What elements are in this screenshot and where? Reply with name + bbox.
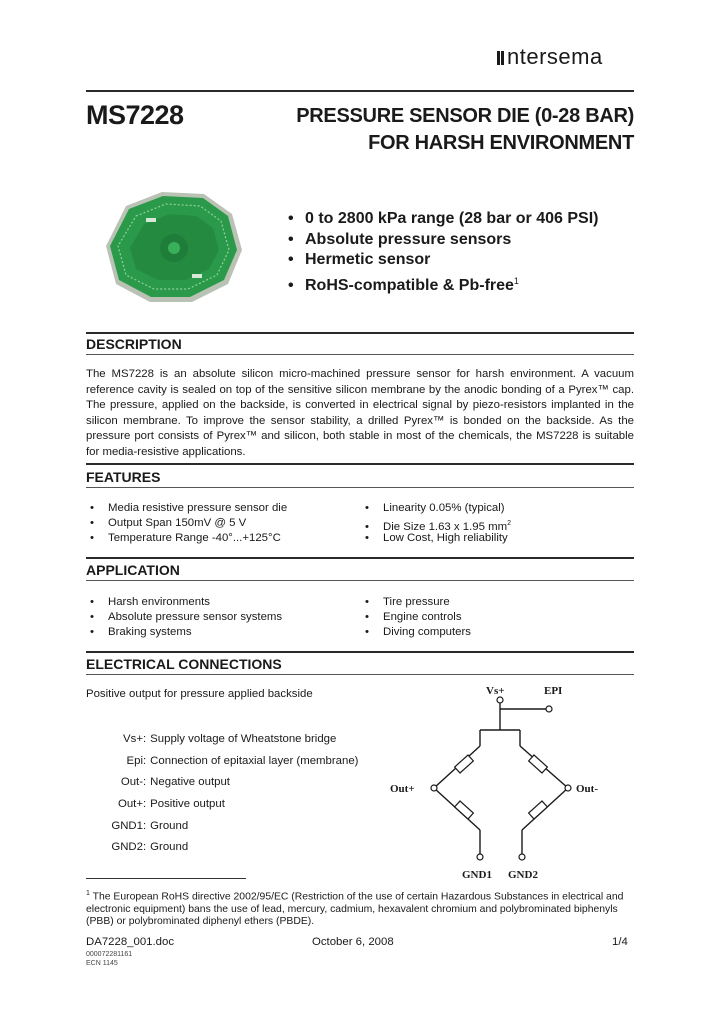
section-rule — [86, 463, 634, 465]
application-heading: APPLICATION — [86, 562, 180, 578]
label-gnd1: GND1 — [462, 869, 492, 880]
list-item: • Diving computers — [365, 626, 471, 638]
footer-date: October 6, 2008 — [312, 936, 394, 948]
logo-text: ntersema — [507, 44, 603, 69]
application-right-list — [361, 595, 471, 640]
resistor-symbol — [455, 755, 474, 773]
list-item: • Absolute pressure sensor systems — [90, 611, 283, 623]
section-rule — [86, 487, 634, 488]
footnote-rule — [86, 878, 246, 879]
terminal-gnd2 — [519, 854, 525, 860]
section-rule — [86, 354, 634, 355]
intersema-logo — [497, 44, 603, 70]
footer-code: 000072281161 — [86, 951, 133, 958]
title-line-2: FOR HARSH ENVIRONMENT — [368, 132, 634, 154]
electrical-heading: ELECTRICAL CONNECTIONS — [86, 656, 282, 672]
table-row: Out+ : Positive output — [117, 797, 225, 810]
label-gnd2: GND2 — [508, 869, 538, 880]
label-epi: EPI — [544, 685, 563, 697]
terminal-out-minus — [565, 785, 571, 791]
list-item: • Absolute pressure sensors — [288, 230, 512, 248]
section-rule — [86, 651, 634, 653]
table-row: GND1 : Ground — [111, 819, 189, 832]
terminal-out-plus — [431, 785, 437, 791]
table-row: Out- : Negative output — [120, 776, 230, 789]
label-vs: Vs+ — [486, 685, 505, 697]
section-rule — [86, 674, 634, 675]
logo-mark-icon — [497, 45, 506, 59]
footnote-ref: 1 — [513, 275, 519, 286]
list-item: • Low Cost, High reliability — [365, 532, 508, 544]
list-item: • Output Span 150mV @ 5 V — [90, 517, 247, 529]
table-row: GND2 : Ground — [111, 841, 189, 854]
label-out-minus: Out- — [576, 783, 598, 795]
footer-doc: DA7228_001.doc — [86, 936, 175, 948]
section-rule — [86, 557, 634, 559]
list-item: • Tire pressure — [365, 596, 450, 608]
list-item: • Temperature Range -40°...+125°C — [90, 532, 281, 544]
list-item: • Hermetic sensor — [288, 251, 431, 268]
features-heading: FEATURES — [86, 469, 161, 485]
terminal-gnd1 — [477, 854, 483, 860]
table-row: Epi : Connection of epitaxial layer (membrane) — [126, 754, 359, 767]
terminal-vs — [497, 697, 503, 703]
list-item: • Die Size 1.63 x 1.95 $mm^2$ — [365, 520, 511, 533]
features-right-list — [361, 501, 511, 546]
sensor-die-image — [104, 188, 244, 308]
pin-table — [100, 728, 358, 858]
highlights-list — [288, 209, 599, 294]
description-heading: DESCRIPTION — [86, 336, 182, 352]
electrical-caption: Positive output for pressure applied backside — [86, 688, 313, 700]
list-item: • Linearity 0.05% (typical) — [365, 502, 505, 514]
section-rule — [86, 332, 634, 334]
list-item: • Harsh environments — [90, 596, 210, 608]
header-rule — [86, 90, 634, 92]
list-item: • 0 to 2800 kPa range (28 bar or 406 PSI) — [288, 210, 599, 227]
footer-page: 1/4 — [612, 936, 628, 948]
application-left-list — [86, 595, 282, 640]
footnote: $^1$ The European RoHS directive 2002/95/EC (Restriction of the use of certain Hazardous Substances in electrical and electronic equipment) bans the use of lead, mercury, cadmium, hexavalent chromium and polybrominated biphenyls (PBB) or polybrominated diphenyl ethers (PBDE). — [86, 890, 624, 928]
features-left-list — [86, 501, 287, 546]
label-out-plus: Out+ — [390, 783, 415, 795]
list-item: • RoHS-compatible & Pb-free$^1$ — [288, 275, 519, 294]
document-title — [296, 103, 634, 157]
section-rule — [86, 580, 634, 581]
description-text: The MS7228 is an absolute silicon micro-machined pressure sensor for harsh environment. A vacuum reference cavity is sealed on top of the sensitive silicon membrane by the anodic bonding of a Pyrex™ cap. The pressure, applied on the backside, is converted in electrical signal by piezo-resistors implanted in the silicon membrane. To improve the sensor stability, a drilled Pyrex™ is bonded on the backside. As the pressure port consists of Pyrex™ and silicon, both stable in most of the chemicals, the MS7228 is suitable for media-resistive applications. — [86, 368, 634, 458]
list-item: • Braking systems — [90, 626, 192, 638]
list-item: • Engine controls — [365, 611, 462, 623]
wheatstone-bridge-diagram — [386, 680, 616, 880]
resistor-symbol — [529, 755, 548, 773]
footer-ecn: ECN 1145 — [86, 960, 118, 967]
list-item: • Media resistive pressure sensor die — [90, 502, 288, 514]
terminal-epi — [546, 706, 552, 712]
part-number: MS7228 — [86, 100, 184, 130]
table-row: Vs+ : Supply voltage of Wheatstone bridge — [123, 732, 337, 745]
title-line-1: PRESSURE SENSOR DIE (0-28 BAR) — [296, 105, 634, 127]
